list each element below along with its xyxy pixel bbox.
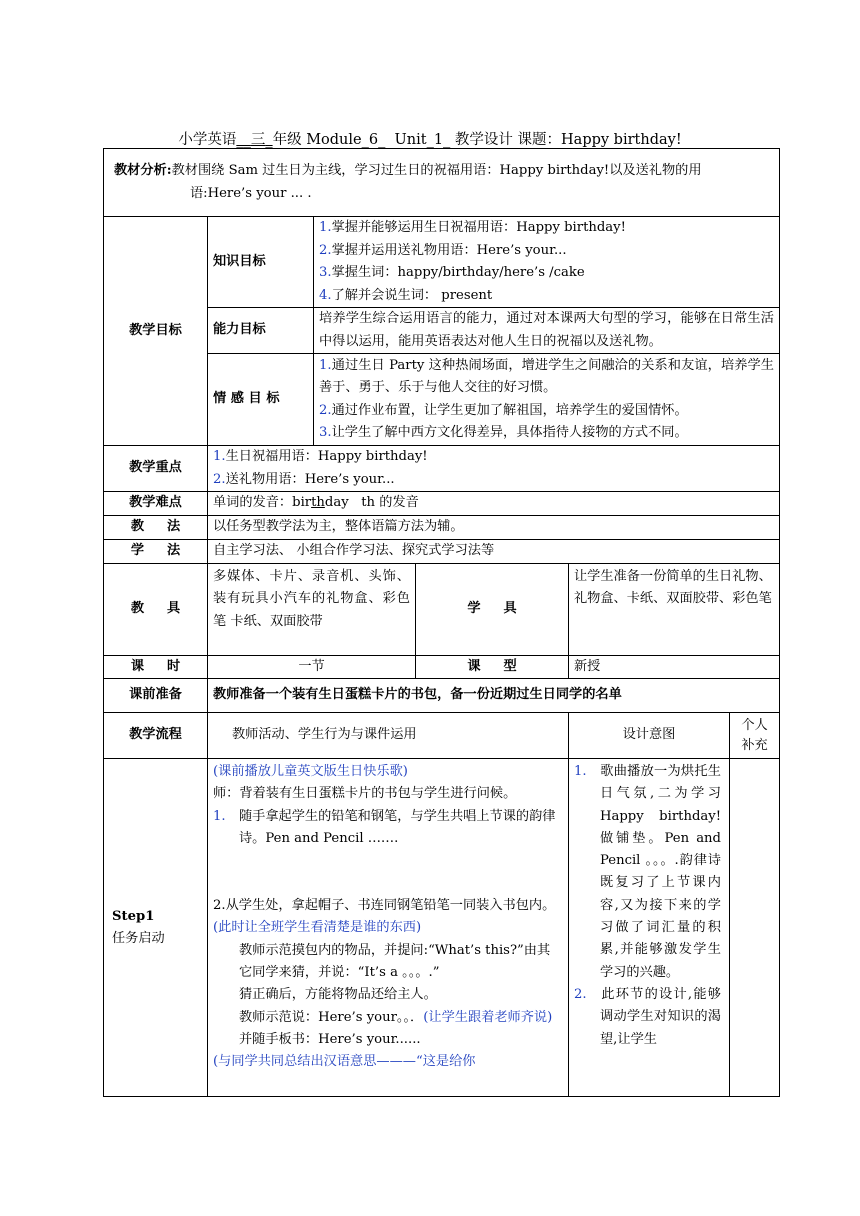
type-value: 新授: [569, 655, 780, 679]
step1-intent: [569, 759, 730, 1097]
type-label: 课 型: [416, 655, 569, 679]
emotion-item: 3.让学生了解中西方文化得差异，具体指待人接物的方式不同。: [319, 425, 688, 440]
step1-line: 师：背着装有生日蛋糕卡片的书包与学生进行问候。: [213, 786, 517, 802]
key-points-items: [208, 446, 780, 492]
hours-label: 课 时: [104, 655, 208, 679]
step1-line: 并随手板书：Here’s your......: [239, 1031, 421, 1047]
emotion-goal-items: [314, 354, 780, 446]
prep-label: 课前准备: [104, 679, 208, 713]
title-prefix: 小学英语: [178, 132, 237, 148]
step1-notes: [730, 759, 780, 1097]
method-text: 以任务型教学法为主，整体语篇方法为辅。: [208, 515, 780, 539]
analysis-label: 教材分析:: [114, 163, 172, 178]
learn-text: 自主学习法、 小组合作学习法、探究式学习法等: [208, 539, 780, 563]
grade-blank: __三_: [236, 132, 273, 148]
analysis-cell: [104, 149, 780, 217]
step1-number: Step1: [112, 908, 155, 924]
document-title: [0, 128, 860, 149]
hours-value: 一节: [208, 655, 416, 679]
knowledge-goal-items: [314, 217, 780, 308]
knowledge-item: 2.掌握并运用送礼物用语：Here’s your...: [319, 242, 567, 258]
intent-item: 1. 歌曲播放一为烘托生日气氛,二为学习 Happy birthday! 做铺垫。Pen and Pencil 。。。.韵律诗既复习了上节课内容,又为接下来的学习做了词汇量的积累,并能够激发学生学习的兴趣。: [574, 764, 721, 980]
step1-activities: [208, 759, 569, 1097]
emotion-item: 1.通过生日 Party 这种热闹场面，增进学生之间融洽的关系和友谊，培养学生善于、勇于、乐于与他人交往的好习惯。: [319, 357, 774, 395]
intent-item: 2. 此环节的设计,能够调动学生对知识的渴望,让学生: [574, 986, 721, 1047]
knowledge-item: 1.掌握并能够运用生日祝福用语：Happy birthday!: [319, 220, 626, 235]
prep-text: 教师准备一个装有生日蛋糕卡片的书包，备一份近期过生日同学的名单: [208, 679, 780, 713]
step1-line: 教师示范摸包内的物品，并提问:“What’s this?”由其它同学来猜，并说：“It’s a 。。。.”: [239, 942, 551, 981]
student-tools-text: 让学生准备一份简单的生日礼物、礼物盒、卡纸、双面胶带、彩色笔: [569, 563, 780, 655]
tools-text: 多媒体、卡片、录音机、头饰、装有玩具小汽车的礼物盒、彩色笔 卡纸、双面胶带: [208, 563, 416, 655]
key-point-item: 2.送礼物用语：Here’s your...: [213, 471, 395, 487]
key-points-label: 教学重点: [104, 446, 208, 492]
step1-line: 教师示范说：Here’s your。。．(让学生跟着老师齐说): [239, 1009, 553, 1025]
title-rest: 年级 Module_6_ Unit_1_ 教学设计 课题：Happy birthday!: [272, 132, 682, 148]
key-point-item: 1.生日祝福用语：Happy birthday!: [213, 449, 428, 464]
analysis-text-line2: 语:Here’s your ... .: [190, 185, 312, 201]
ability-goal-text: 培养学生综合运用语言的能力，通过对本课两大句型的学习，能够在日常生活中得以运用，能用英语表达对他人生日的祝福以及送礼物。: [314, 308, 780, 354]
goals-label: 教学目标: [104, 217, 208, 446]
ability-goal-label: 能力目标: [208, 308, 314, 354]
analysis-text-line1: 教材围绕 Sam 过生日为主线，学习过生日的祝福用语：Happy birthday!以及送礼物的用: [171, 163, 702, 178]
student-tools-label: 学 具: [416, 563, 569, 655]
difficulty-label: 教学难点: [104, 492, 208, 516]
step1-line: 猜正确后，方能将物品还给主人。: [239, 987, 437, 1003]
tools-label: 教 具: [104, 563, 208, 655]
step1-line: 2.从学生处，拿起帽子、书连同钢笔铅笔一同装入书包内。(此时让全班学生看清楚是谁的东西): [213, 898, 556, 936]
knowledge-item: 3.掌握生词：happy/birthday/here’s /cake: [319, 265, 585, 280]
flow-col-process: 教学流程: [104, 713, 208, 759]
flow-col-activity: 教师活动、学生行为与课件运用: [208, 713, 569, 759]
method-label: 教 法: [104, 515, 208, 539]
flow-col-notes: 个人补充: [730, 713, 780, 759]
emotion-goal-label: 情 感 目 标: [208, 354, 314, 446]
step1-line: (课前播放儿童英文版生日快乐歌): [213, 764, 408, 779]
learn-label: 学 法: [104, 539, 208, 563]
step1-name: 任务启动: [112, 930, 165, 946]
emotion-item: 2.通过作业布置，让学生更加了解祖国，培养学生的爱国情怀。: [319, 402, 688, 418]
step1-line: (与同学共同总结出汉语意思———“这是给你: [213, 1054, 476, 1070]
step1-line: 1. 随手拿起学生的铅笔和钢笔，与学生共唱上节课的韵律诗。Pen and Pencil …….: [213, 808, 556, 846]
lesson-plan-table: [103, 148, 780, 1097]
difficulty-text: 单词的发音：birthday th 的发音: [208, 492, 780, 516]
flow-col-intent: 设计意图: [569, 713, 730, 759]
knowledge-goal-label: 知识目标: [208, 217, 314, 308]
knowledge-item: 4.了解并会说生词： present: [319, 287, 493, 303]
step1-label: [104, 759, 208, 1097]
